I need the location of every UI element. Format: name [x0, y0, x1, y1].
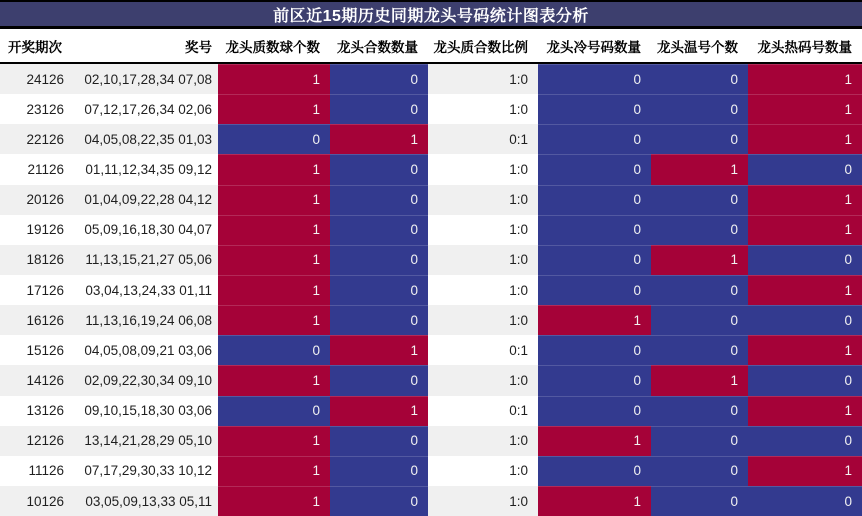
cell-warm-count: 1	[651, 365, 748, 395]
table-row	[0, 426, 862, 456]
table-row	[0, 124, 862, 154]
cell-prime-count: 1	[218, 94, 330, 124]
cell-composite-count: 1	[330, 396, 428, 426]
cell-prime-count: 1	[218, 426, 330, 456]
cell-prime-count: 1	[218, 64, 330, 94]
cell-ratio: 0:1	[509, 403, 528, 419]
cell-composite-count: 0	[330, 94, 428, 124]
cell-winning-numbers: 05,09,16,18,30 04,07	[84, 222, 212, 238]
cell-period: 10126	[26, 493, 64, 509]
table-row	[0, 365, 862, 395]
cell-winning-numbers: 13,14,21,28,29 05,10	[84, 433, 212, 449]
cell-hot-count: 0	[748, 305, 862, 335]
table-row	[0, 64, 862, 94]
cell-ratio: 1:0	[509, 372, 528, 388]
cell-ratio: 1:0	[509, 493, 528, 509]
cell-winning-numbers: 11,13,15,21,27 05,06	[85, 252, 212, 268]
cell-cold-count: 0	[538, 124, 651, 154]
cell-composite-count: 0	[330, 305, 428, 335]
page-title: 前区近15期历史同期龙头号码统计图表分析	[0, 0, 862, 29]
cell-cold-count: 0	[538, 275, 651, 305]
cell-ratio: 1:0	[509, 463, 528, 479]
cell-period: 23126	[26, 101, 64, 117]
cell-winning-numbers: 01,11,12,34,35 09,12	[85, 161, 212, 177]
cell-period: 14126	[26, 372, 64, 388]
cell-prime-count: 1	[218, 185, 330, 215]
cell-cold-count: 0	[538, 154, 651, 184]
cell-hot-count: 0	[748, 365, 862, 395]
table-row	[0, 245, 862, 275]
table-header-row	[0, 29, 862, 64]
cell-winning-numbers: 11,13,16,19,24 06,08	[85, 312, 212, 328]
cell-warm-count: 0	[651, 305, 748, 335]
cell-warm-count: 1	[651, 245, 748, 275]
cell-warm-count: 0	[651, 486, 748, 516]
cell-hot-count: 1	[748, 124, 862, 154]
cell-period: 20126	[26, 192, 64, 208]
cell-period: 12126	[26, 433, 64, 449]
cell-prime-count: 1	[218, 456, 330, 486]
cell-composite-count: 0	[330, 185, 428, 215]
cell-hot-count: 0	[748, 426, 862, 456]
cell-hot-count: 1	[748, 396, 862, 426]
cell-composite-count: 0	[330, 486, 428, 516]
cell-cold-count: 0	[538, 456, 651, 486]
cell-period: 13126	[26, 403, 64, 419]
cell-warm-count: 0	[651, 426, 748, 456]
cell-warm-count: 0	[651, 124, 748, 154]
cell-period: 15126	[26, 342, 64, 358]
cell-warm-count: 0	[651, 275, 748, 305]
col-header-period: 开奖期次	[8, 39, 62, 55]
cell-composite-count: 0	[330, 154, 428, 184]
cell-cold-count: 0	[538, 396, 651, 426]
cell-hot-count: 1	[748, 335, 862, 365]
cell-prime-count: 0	[218, 124, 330, 154]
cell-ratio: 1:0	[509, 161, 528, 177]
cell-period: 22126	[26, 131, 64, 147]
cell-ratio: 1:0	[509, 222, 528, 238]
cell-winning-numbers: 09,10,15,18,30 03,06	[84, 403, 212, 419]
table-row	[0, 275, 862, 305]
table-body	[0, 64, 862, 516]
cell-winning-numbers: 02,10,17,28,34 07,08	[84, 71, 212, 87]
cell-cold-count: 0	[538, 94, 651, 124]
cell-ratio: 1:0	[509, 433, 528, 449]
cell-period: 16126	[26, 312, 64, 328]
cell-winning-numbers: 07,17,29,30,33 10,12	[84, 463, 212, 479]
cell-hot-count: 1	[748, 275, 862, 305]
cell-warm-count: 0	[651, 94, 748, 124]
cell-ratio: 1:0	[509, 282, 528, 298]
cell-prime-count: 1	[218, 215, 330, 245]
cell-prime-count: 1	[218, 305, 330, 335]
cell-composite-count: 1	[330, 124, 428, 154]
table-row	[0, 185, 862, 215]
table-row	[0, 215, 862, 245]
cell-prime-count: 1	[218, 275, 330, 305]
cell-hot-count: 0	[748, 154, 862, 184]
cell-winning-numbers: 03,04,13,24,33 01,11	[85, 282, 212, 298]
table-row	[0, 335, 862, 365]
cell-cold-count: 0	[538, 64, 651, 94]
cell-cold-count: 1	[538, 486, 651, 516]
cell-cold-count: 0	[538, 215, 651, 245]
table-row	[0, 486, 862, 516]
cell-hot-count: 0	[748, 245, 862, 275]
cell-hot-count: 1	[748, 456, 862, 486]
cell-ratio: 1:0	[509, 192, 528, 208]
table-row	[0, 396, 862, 426]
cell-hot-count: 1	[748, 94, 862, 124]
cell-composite-count: 1	[330, 335, 428, 365]
col-header-prime-count: 龙头质数球个数	[225, 39, 320, 55]
cell-prime-count: 1	[218, 245, 330, 275]
cell-ratio: 1:0	[509, 252, 528, 268]
cell-winning-numbers: 07,12,17,26,34 02,06	[84, 101, 212, 117]
cell-hot-count: 1	[748, 185, 862, 215]
col-header-ratio: 龙头质合数比例	[433, 39, 528, 55]
cell-period: 11126	[28, 463, 64, 479]
cell-warm-count: 0	[651, 185, 748, 215]
table-row	[0, 305, 862, 335]
col-header-composite-count: 龙头合数数量	[337, 39, 418, 55]
cell-composite-count: 0	[330, 275, 428, 305]
cell-composite-count: 0	[330, 64, 428, 94]
cell-warm-count: 0	[651, 215, 748, 245]
cell-prime-count: 1	[218, 486, 330, 516]
cell-composite-count: 0	[330, 426, 428, 456]
cell-period: 18126	[26, 252, 64, 268]
col-header-cold-count: 龙头冷号码数量	[546, 39, 641, 55]
table-row	[0, 154, 862, 184]
col-header-warm-count: 龙头温号个数	[657, 39, 738, 55]
cell-ratio: 1:0	[509, 101, 528, 117]
cell-ratio: 1:0	[509, 312, 528, 328]
cell-period: 17126	[26, 282, 64, 298]
table-row	[0, 94, 862, 124]
cell-cold-count: 0	[538, 185, 651, 215]
cell-winning-numbers: 03,05,09,13,33 05,11	[85, 493, 212, 509]
cell-prime-count: 0	[218, 335, 330, 365]
cell-cold-count: 1	[538, 305, 651, 335]
cell-winning-numbers: 04,05,08,22,35 01,03	[84, 131, 212, 147]
cell-prime-count: 0	[218, 396, 330, 426]
cell-composite-count: 0	[330, 245, 428, 275]
col-header-hot-count: 龙头热码号数量	[757, 39, 852, 55]
cell-ratio: 1:0	[509, 71, 528, 87]
cell-hot-count: 0	[748, 486, 862, 516]
cell-prime-count: 1	[218, 365, 330, 395]
cell-warm-count: 0	[651, 64, 748, 94]
cell-prime-count: 1	[218, 154, 330, 184]
cell-hot-count: 1	[748, 215, 862, 245]
cell-composite-count: 0	[330, 365, 428, 395]
cell-cold-count: 0	[538, 335, 651, 365]
cell-hot-count: 1	[748, 64, 862, 94]
cell-cold-count: 1	[538, 426, 651, 456]
cell-cold-count: 0	[538, 245, 651, 275]
cell-winning-numbers: 02,09,22,30,34 09,10	[84, 372, 212, 388]
cell-period: 24126	[26, 71, 64, 87]
cell-warm-count: 0	[651, 396, 748, 426]
cell-period: 19126	[26, 222, 64, 238]
table-row	[0, 456, 862, 486]
cell-composite-count: 0	[330, 215, 428, 245]
cell-composite-count: 0	[330, 456, 428, 486]
cell-ratio: 0:1	[509, 342, 528, 358]
cell-warm-count: 0	[651, 335, 748, 365]
cell-winning-numbers: 04,05,08,09,21 03,06	[84, 342, 212, 358]
cell-warm-count: 0	[651, 456, 748, 486]
cell-warm-count: 1	[651, 154, 748, 184]
col-header-numbers: 奖号	[185, 39, 212, 55]
cell-cold-count: 0	[538, 365, 651, 395]
cell-winning-numbers: 01,04,09,22,28 04,12	[84, 192, 212, 208]
cell-period: 21126	[27, 161, 64, 177]
cell-ratio: 0:1	[509, 131, 528, 147]
